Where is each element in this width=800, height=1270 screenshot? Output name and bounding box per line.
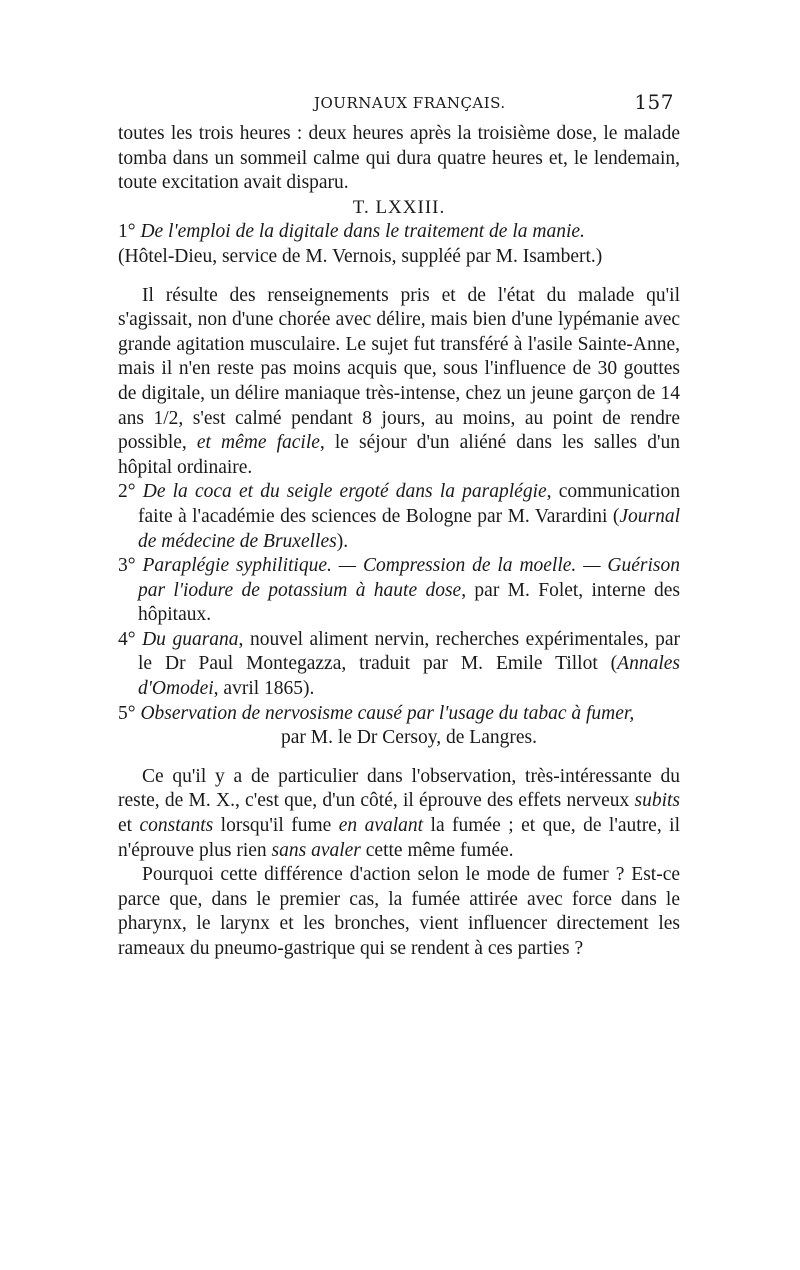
paragraph-b: Ce qu'il y a de particulier dans l'observation, très-intéressante du reste, de M. X., c'est que, d'un côté, il éprouve des effets nerveux subits et constants lorsqu'il fume en avalant la fumée ; et que, de l'autre, il n'éprouve plus rien sans avaler cette même fumée. [118, 765, 680, 861]
item-3-title: Paraplégie syphilitique. — Compression de la moelle. — Guérison par l'iodure de potassium à haute dose [138, 555, 681, 601]
item-3-number: 3° [118, 555, 136, 577]
opening-paragraph: toutes les trois heures : deux heures après la troisième dose, le malade tomba dans un sommeil calme qui dura quatre heures et, le lendemain, toute excitation avait disparu. [118, 123, 680, 194]
item-1-emphasis: et même facile [196, 432, 320, 454]
item-4-journal: Annales d'Omodei [138, 653, 680, 700]
item-2: 2° De la coca et du seigle ergoté dans la paraplégie, communication faite à l'académie des sciences de Bologne par M. Varardini (Journal de médecine de Bruxelles). [118, 481, 680, 552]
item-4-number: 4° [118, 628, 136, 650]
page-number: 157 [634, 90, 674, 114]
item-5-author: par M. le Dr Cersoy, de Langres. [281, 727, 537, 749]
body-text [118, 122, 680, 962]
item-1-paragraph: Il résulte des renseignements pris et de l'état du malade qu'il s'agissait, non d'une chorée avec délire, mais bien d'une lypémanie avec grande agitation musculaire. Le sujet fut transféré à l'asile Sainte-Anne, mais il n'en reste pas moins acquis que, sous l'influence de 30 gouttes de digitale, un délire maniaque très-intense, chez un jeune garçon de 14 ans 1/2, s'est calmé pendant 8 jours, au moins, au point de rendre possible, et même facile, le séjour d'un aliéné dans les salles d'un hôpital ordinaire. [118, 284, 680, 478]
item-3: 3° Paraplégie syphilitique. — Compression de la moelle. — Guérison par l'iodure de potassium à haute dose, par M. Folet, interne des hôpitaux. [118, 555, 681, 626]
item-5-number: 5° [118, 702, 136, 724]
item-2-number: 2° [118, 481, 136, 503]
item-4: 4° Du guarana, nouvel aliment nervin, recherches expérimentales, par le Dr Paul Montegazza, traduit par M. Emile Tillot (Annales d'Omodei, avril 1865). [118, 628, 680, 700]
item-2-title: De la coca et du seigle ergoté dans la paraplégie [142, 481, 547, 503]
item-1-heading [118, 220, 680, 245]
running-title: JOURNAUX FRANÇAIS. [314, 94, 506, 112]
item-1-source: (Hôtel-Dieu, service de M. Vernois, suppléé par M. Isambert.) [118, 245, 603, 267]
paragraph-c: Pourquoi cette différence d'action selon le mode de fumer ? Est-ce parce que, dans le premier cas, la fumée attirée avec force dans le pharynx, le larynx et les bronches, vient influencer directement les rameaux du pneumo-gastrique qui se rendent à ces parties ? [118, 864, 680, 959]
item-1-title: De l'emploi de la digitale dans le traitement de la manie. [140, 221, 585, 243]
item-1-number: 1° [118, 221, 136, 243]
item-5 [118, 702, 680, 751]
running-head [118, 92, 680, 118]
item-4-title: Du guarana [142, 628, 239, 650]
section-heading: T. LXXIII. [352, 196, 446, 218]
item-5-title: Observation de nervosisme causé par l'usage du tabac à fumer, [140, 702, 635, 724]
item-2-journal: Journal de médecine de Bruxelles [138, 505, 680, 552]
